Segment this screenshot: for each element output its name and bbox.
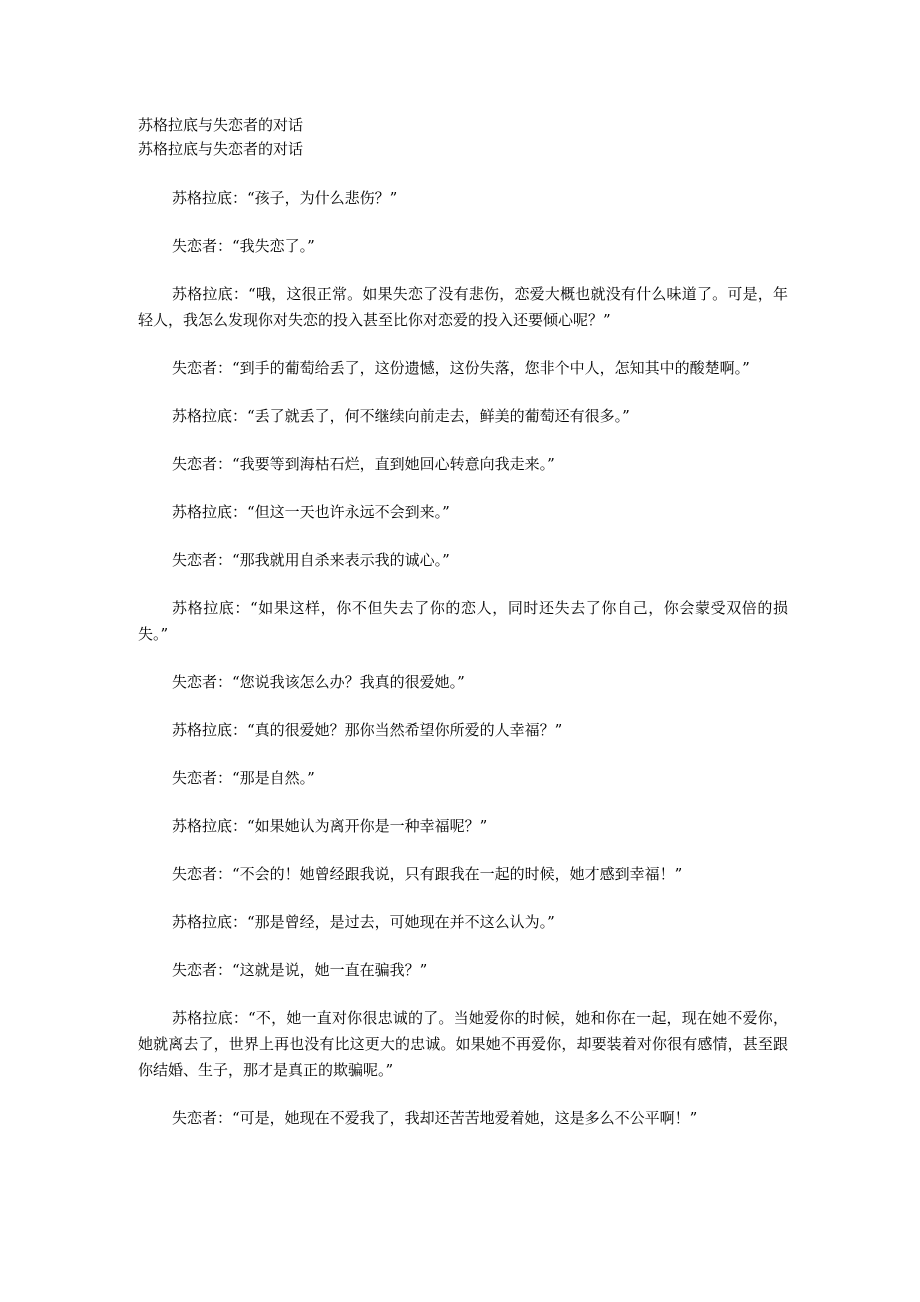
document-title: 苏格拉底与失恋者的对话 [138,116,304,134]
dialogue-paragraph: 苏格拉底：“孩子，为什么悲伤？” [172,189,398,207]
dialogue-paragraph: 苏格拉底：“如果她认为离开你是一种幸福呢？” [172,817,488,835]
dialogue-paragraph: 失恋者：“可是，她现在不爱我了，我却还苦苦地爱着她，这是多么不公平啊！” [172,1109,698,1127]
dialogue-paragraph: 失恋者：“我要等到海枯石烂，直到她回心转意向我走来。” [172,455,555,473]
dialogue-paragraph: 苏格拉底：“如果这样，你不但失去了你的恋人，同时还失去了你自己，你会蒙受双倍的损失。” [138,599,788,643]
dialogue-paragraph: 失恋者：“那我就用自杀来表示我的诚心。” [172,551,450,569]
dialogue-paragraph: 苏格拉底：“那是曾经，是过去，可她现在并不这么认为。” [172,913,555,931]
dialogue-paragraph: 失恋者：“这就是说，她一直在骗我？” [172,961,428,979]
dialogue-paragraph: 苏格拉底：“丢了就丢了，何不继续向前走去，鲜美的葡萄还有很多。” [172,407,630,425]
dialogue-paragraph: 苏格拉底：“哦，这很正常。如果失恋了没有悲伤，恋爱大概也就没有什么味道了。可是，年轻人，我怎么发现你对失恋的投入甚至比你对恋爱的投入还要倾心呢？” [138,285,788,329]
dialogue-body [138,185,788,1153]
dialogue-paragraph: 失恋者：“我失恋了。” [172,237,315,255]
dialogue-paragraph: 苏格拉底：“但这一天也许永远不会到来。” [172,503,450,521]
title-block [138,113,788,161]
dialogue-paragraph: 苏格拉底：“真的很爱她？那你当然希望你所爱的人幸福？” [172,721,563,739]
dialogue-paragraph: 失恋者：“不会的！她曾经跟我说，只有跟我在一起的时候，她才感到幸福！” [172,865,683,883]
dialogue-paragraph: 失恋者：“那是自然。” [172,769,315,787]
dialogue-paragraph: 苏格拉底：“不，她一直对你很忠诚的了。当她爱你的时候，她和你在一起，现在她不爱你，她就离去了，世界上再也没有比这更大的忠诚。如果她不再爱你，却要装着对你很有感情，甚至跟你结婚、生子，那才是真正的欺骗呢。” [138,1009,788,1079]
dialogue-paragraph: 失恋者：“到手的葡萄给丢了，这份遗憾，这份失落，您非个中人，怎知其中的酸楚啊。” [172,359,750,377]
document-title-repeat: 苏格拉底与失恋者的对话 [138,140,304,158]
dialogue-paragraph: 失恋者：“您说我该怎么办？我真的很爱她。” [172,673,465,691]
